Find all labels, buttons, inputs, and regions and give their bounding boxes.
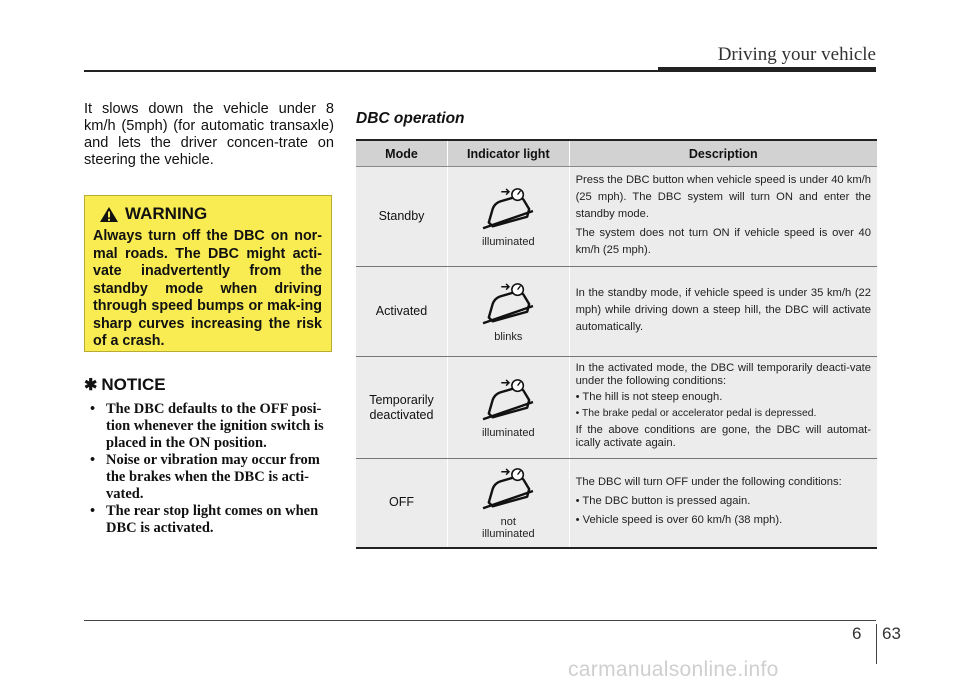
warning-box	[84, 195, 332, 352]
bullet-icon: •	[90, 401, 96, 417]
dbc-car-hill-icon	[478, 281, 538, 329]
dbc-operation-table	[356, 139, 877, 549]
page-number-separator	[876, 624, 877, 664]
indicator-cell	[448, 357, 570, 459]
notice-title: NOTICE	[101, 375, 166, 394]
indicator-cell	[448, 167, 570, 267]
mode-cell: Temporarily deactivated	[356, 357, 448, 459]
description-cell	[569, 167, 877, 267]
description-line: Press the DBC button when vehicle speed is under 40 km/h (25 mph). The DBC system will turn ON and enter the standby mode.	[575, 174, 871, 220]
dbc-car-hill-icon	[478, 377, 538, 425]
footer-rule	[84, 620, 876, 621]
indicator-cell	[448, 459, 570, 548]
description-line: If the above conditions are gone, the DBC will automat-ically activate again.	[575, 424, 871, 449]
dbc-car-hill-icon	[478, 466, 538, 514]
bullet-icon: •	[90, 503, 96, 519]
table-row	[356, 357, 877, 459]
page-number: 63	[882, 624, 901, 643]
description-line: • The DBC button is pressed again.	[575, 495, 751, 508]
indicator-label: illuminated	[481, 235, 535, 248]
notice-star-icon: ✱	[84, 377, 98, 394]
description-line: • The brake pedal or accelerator pedal is depressed.	[575, 407, 817, 419]
indicator-cell	[448, 267, 570, 357]
warning-heading	[99, 204, 322, 224]
warning-triangle-icon	[99, 206, 119, 223]
header-rule-accent	[658, 67, 876, 72]
description-line: • Vehicle speed is over 60 km/h (38 mph).	[575, 514, 783, 527]
notice-item: • Noise or vibration may occur from the brakes when the DBC is acti-vated.	[84, 452, 336, 503]
indicator-label: not illuminated	[482, 515, 535, 540]
column-header-mode: Mode	[356, 140, 448, 167]
notice-item: • The DBC defaults to the OFF posi-tion whenever the ignition switch is placed in the ON position.	[84, 401, 336, 452]
description-cell	[569, 459, 877, 548]
intro-paragraph: It slows down the vehicle under 8 km/h (5mph) (for automatic transaxle) and lets the driver concen-trate on steering the vehicle.	[84, 101, 334, 168]
description-line: In the activated mode, the DBC will temporarily deacti-vate under the following conditions:	[575, 362, 871, 387]
column-header-description: Description	[569, 140, 877, 167]
indicator-label: blinks	[494, 330, 523, 343]
dbc-car-hill-icon	[478, 186, 538, 234]
warning-title: WARNING	[125, 204, 208, 223]
description-cell	[569, 267, 877, 357]
running-header: Driving your vehicle	[717, 44, 876, 65]
mode-cell: Activated	[356, 267, 448, 357]
section-title: DBC operation	[356, 110, 465, 127]
description-cell	[569, 357, 877, 459]
table-row	[356, 459, 877, 548]
description-line: The system does not turn ON if vehicle speed is over 40 km/h (25 mph).	[575, 227, 871, 256]
mode-cell: OFF	[356, 459, 448, 548]
bullet-icon: •	[90, 452, 96, 468]
notice-list	[84, 401, 336, 537]
table-row	[356, 267, 877, 357]
description-line: The DBC will turn OFF under the following conditions:	[575, 476, 842, 489]
column-header-indicator: Indicator light	[448, 140, 570, 167]
description-line: In the standby mode, if vehicle speed is under 35 km/h (22 mph) while driving down a steep hill, the DBC will activate automatically.	[575, 287, 871, 333]
watermark: carmanualsonline.info	[568, 658, 779, 681]
table-row	[356, 167, 877, 267]
table-header-row	[356, 140, 877, 167]
notice-item: • The rear stop light comes on when DBC is activated.	[84, 503, 336, 537]
chapter-number: 6	[852, 624, 862, 643]
notice-heading	[84, 375, 166, 395]
mode-cell: Standby	[356, 167, 448, 267]
description-line: • The hill is not steep enough.	[575, 391, 723, 403]
warning-text: Always turn off the DBC on nor-mal roads. The DBC might acti-vate inadvertently from the standby mode when driving through speed bumps or mak-ing sharp curves increasing the risk of a crash.	[93, 228, 322, 349]
indicator-label: illuminated	[481, 426, 535, 439]
